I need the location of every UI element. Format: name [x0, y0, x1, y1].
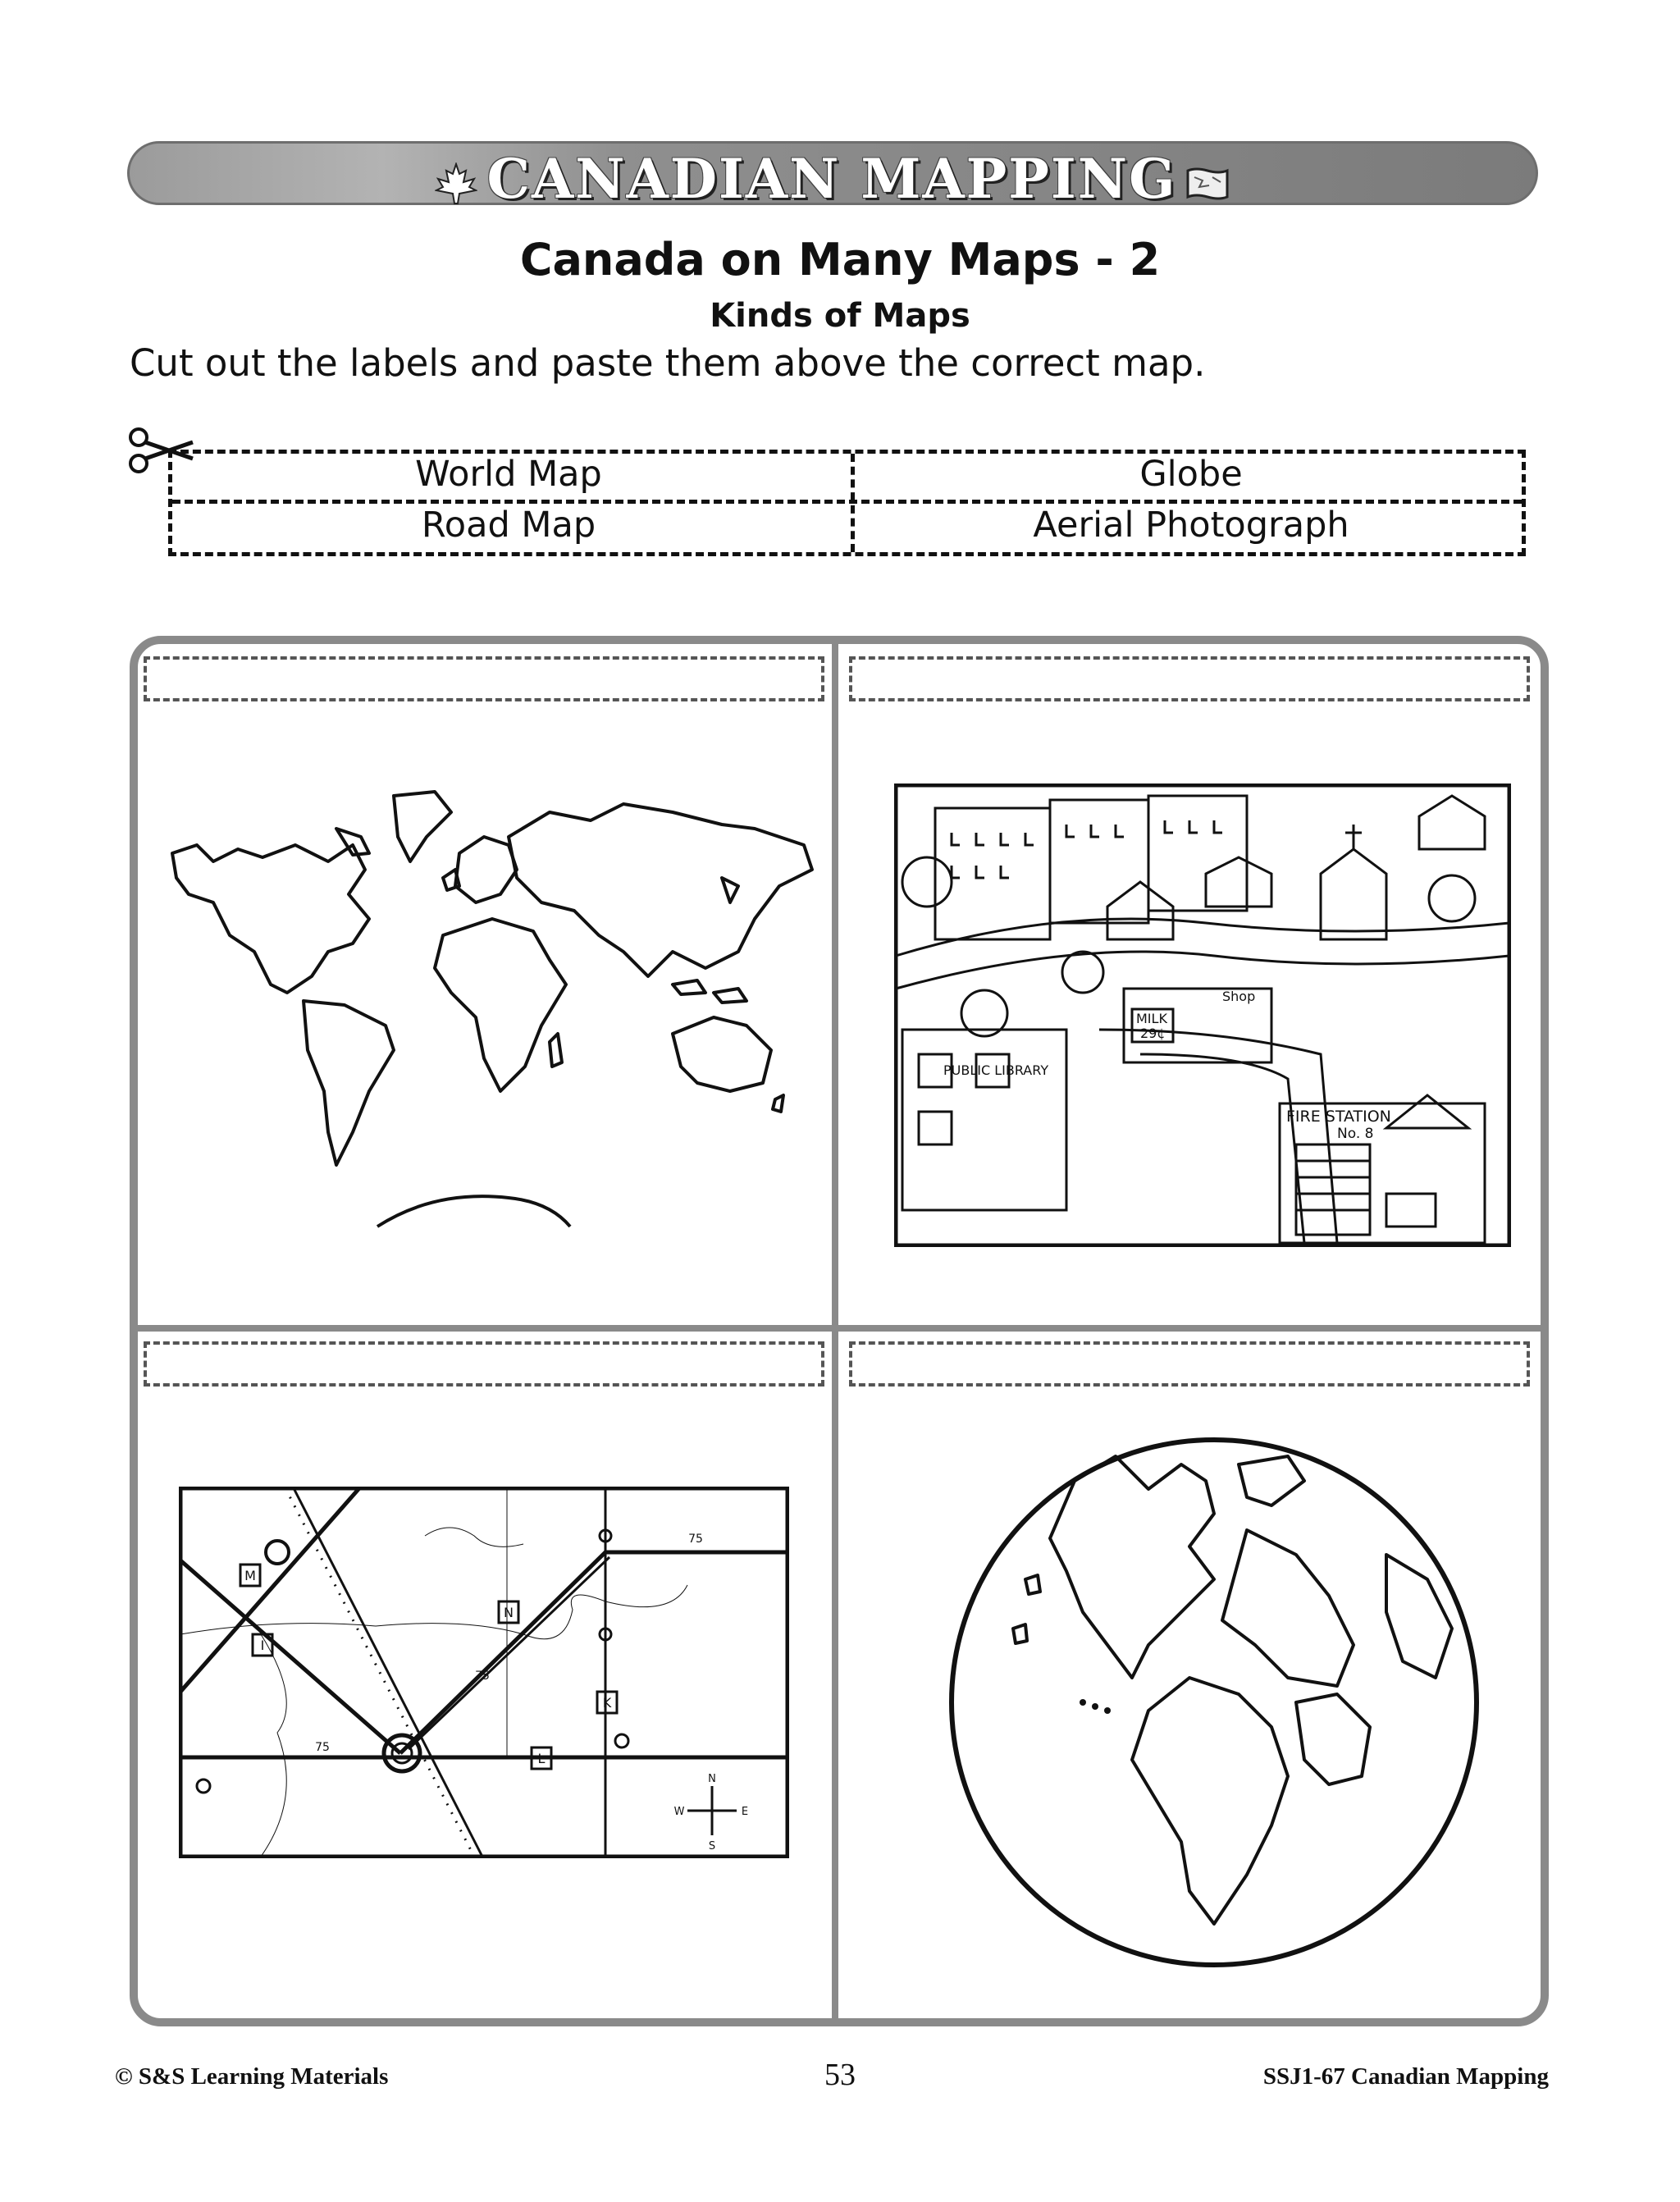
milk-price: 29¢: [1140, 1026, 1166, 1041]
road-marker-n: N: [504, 1605, 514, 1620]
road-marker-l: L: [537, 1751, 546, 1766]
banner-title: CANADIAN MAPPING: [486, 147, 1177, 211]
paste-slot-bottom-left[interactable]: [144, 1341, 824, 1387]
cut-out-labels: [168, 450, 1526, 556]
shop-sign: Shop: [1222, 989, 1256, 1004]
compass-n: N: [708, 1773, 716, 1785]
globe-illustration: [943, 1432, 1485, 1973]
aerial-photograph-illustration: [894, 783, 1511, 1247]
road-marker-m: M: [244, 1568, 256, 1583]
road-map-illustration: [179, 1487, 789, 1858]
fire-station-sign: FIRE STATION: [1286, 1108, 1391, 1126]
page-title: Canada on Many Maps - 2: [519, 234, 1161, 286]
paste-slot-top-left[interactable]: [144, 656, 824, 701]
compass-e: E: [741, 1806, 749, 1818]
library-sign: PUBLIC LIBRARY: [943, 1062, 1049, 1078]
fire-station-number: No. 8: [1337, 1126, 1374, 1142]
label-globe[interactable]: Globe: [1139, 454, 1243, 495]
paste-slot-top-right[interactable]: [849, 656, 1530, 701]
milk-sign: MILK: [1136, 1011, 1167, 1026]
footer-copyright: © S&S Learning Materials: [115, 2063, 389, 2090]
label-aerial-photograph[interactable]: Aerial Photograph: [1033, 505, 1349, 546]
grid-divider-horizontal: [130, 1325, 1549, 1332]
road-marker-k: K: [602, 1695, 612, 1711]
title-banner: [127, 141, 1538, 211]
instructions: Cut out the labels and paste them above the correct map.: [130, 341, 1206, 385]
banner-title-row: [130, 147, 1536, 211]
route-75-shield-1: 75: [688, 1533, 703, 1546]
map-scroll-icon: [1185, 166, 1230, 202]
route-75-shield-2: 75: [475, 1670, 490, 1683]
page-number: 53: [824, 2058, 856, 2092]
page-subtitle: Kinds of Maps: [710, 297, 970, 335]
paste-slot-bottom-right[interactable]: [849, 1341, 1530, 1387]
compass-w: W: [673, 1806, 685, 1818]
world-map-illustration: [164, 779, 829, 1255]
maple-leaf-icon: [435, 162, 477, 205]
footer-series: SSJ1-67 Canadian Mapping: [1262, 2063, 1549, 2090]
road-marker-i: I: [260, 1638, 265, 1653]
compass-s: S: [708, 1840, 716, 1853]
route-75-shield-3: 75: [315, 1741, 330, 1754]
label-world-map[interactable]: World Map: [415, 454, 602, 495]
label-road-map[interactable]: Road Map: [421, 505, 596, 546]
